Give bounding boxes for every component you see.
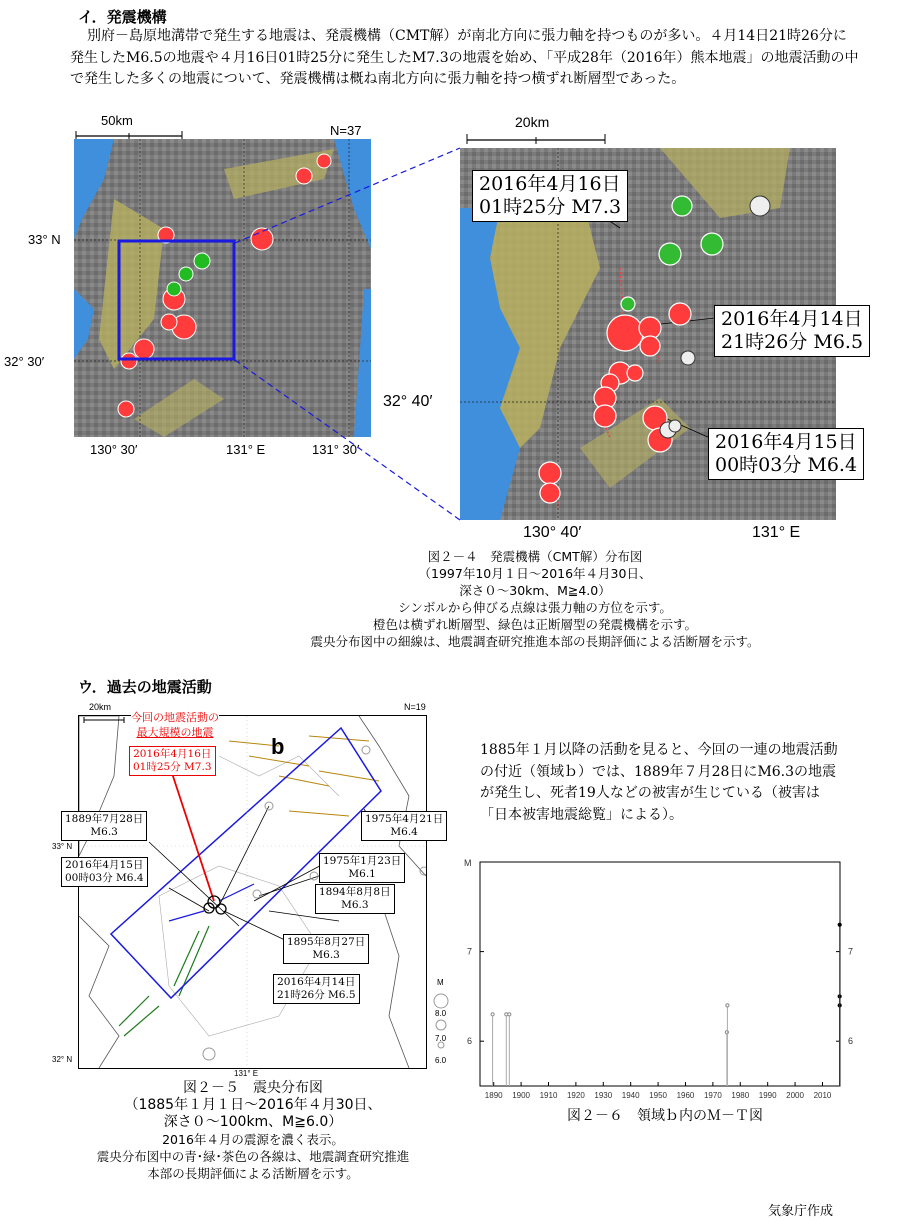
label-line: 2016年4月16日 [133,748,212,760]
fig26-caption: 図２－６ 領域ｂ内のＭ－Ｔ図 [567,1108,763,1124]
fig25-label-m73 [129,746,216,776]
fig25-caption-line: 図２－５ 震央分布図 [183,1080,323,1096]
mt-x-tick-label: 1990 [758,1091,777,1100]
mt-point [491,1013,494,1016]
fig25-red-note-line1: 今回の地震活動の [131,711,219,724]
left-map-lon-131: 131° E [226,442,266,457]
fig25-count: N=19 [404,702,426,712]
fig25-legend-80: 8.0 [435,1009,447,1018]
label-m73-box [472,170,628,222]
label-line: M6.3 [90,826,118,838]
fig25-caption-line: 震央分布図中の青･緑･茶色の各線は、地震調査研究推進 [96,1149,410,1164]
fig25-region-label: b [271,734,285,759]
label-line: 1894年8月8日 [319,886,391,898]
mt-x-tick-label: 2010 [813,1091,832,1100]
label-line: 2016年4月15日 [65,859,144,871]
label-line: 00時03分 M6.4 [65,872,144,884]
label-line: M6.3 [312,949,340,961]
mt-x-tick-label: 1910 [539,1091,558,1100]
label-line: 21時26分 M6.5 [277,989,356,1001]
fig25-caption [58,1080,448,1182]
fig25-red-note [131,710,219,740]
mt-x-tick-label: 1920 [566,1091,585,1100]
mt-x-tick-label: 1890 [484,1091,503,1100]
label-line: 1975年1月23日 [323,855,402,867]
mt-y-tick-label: 6 [466,1036,472,1047]
left-map-count: N=37 [330,123,362,138]
mt-x-tick-label: 2000 [786,1091,804,1100]
mt-y-tick-label-right: 6 [848,1036,854,1047]
fig25-caption-line: 深さ０～100km、M≧6.0） [163,1114,343,1130]
fig24-caption-line: 橙色は横ずれ断層型、緑色は正断層型の発震機構を示す。 [372,617,697,632]
label-m65-line2: 21時26分 M6.5 [721,331,864,353]
left-map-lon-13130: 131° 30′ [312,442,360,457]
right-map-scale-label: 20km [515,114,550,130]
fig25-scale: 20km [89,702,112,712]
mt-point [838,923,841,926]
label-line: 2016年4月14日 [277,976,356,988]
fig25-legend-60: 6.0 [435,1056,447,1065]
label-m65-box [714,305,870,357]
fig25-legend-title: M [437,978,444,987]
mt-x-tick-label: 1960 [676,1091,695,1100]
fig24-caption-line: （1997年10月１日～2016年４月30日、 [418,566,652,581]
fig25-lat-33: 33° N [52,842,73,851]
fig24-caption-line: 深さ０～30km、M≧4.0） [459,583,611,598]
fig25-label-m64 [61,857,148,887]
mt-point [725,1031,728,1034]
fig25-caption-line: 2016年４月の震源を濃く表示。 [162,1132,344,1147]
label-m64-line1: 2016年4月15日 [715,431,857,453]
mt-x-tick-label: 1930 [594,1091,613,1100]
label-m73-line1: 2016年4月16日 [479,173,621,195]
section-u-paragraph: 1885年１月以降の活動を見ると、今回の一連の地震活動の付近（領域ｂ）では、1889年７月28日にM6.3の地震が発生し、死者19人などの被害が生じている（被害は「日本被害地震総覧」による）。 [480,742,838,823]
fig25-label-1895 [283,934,369,964]
fig25-label-1894 [315,884,395,914]
fig25-lat-32: 32° N [52,1055,73,1064]
fig25-caption-line: （1885年１月１日～2016年４月30日、 [124,1097,382,1113]
section-i-paragraph: 別府－島原地溝帯で発生する地震は、発震機構（CMT解）が南北方向に張力軸を持つものが多い。４月14日21時26分に発生したM6.5の地震や４月16日01時25分に発生したM7.3の地震を始め、「平成28年（2016年）熊本地震」の地震活動の中で発生した多くの地震について、発震機構は概ね南北方向に張力軸を持つ横ずれ断層型であった。 [70,28,859,87]
fig25-red-note-line2: 最大規模の地震 [136,726,214,739]
mt-plot-frame [480,862,840,1086]
fig24-caption-line: 図２－４ 発震機構（CMT解）分布図 [427,549,643,564]
fig24-caption [245,548,825,650]
label-m64-line2: 00時03分 M6.4 [715,454,858,476]
left-map-scale-label: 50km [101,113,133,128]
label-m64-box [708,428,864,480]
section-i-title: イ．発震機構 [78,8,167,26]
mt-x-tick-label: 1970 [703,1091,722,1100]
fig24-caption-line: シンボルから伸びる点線は張力軸の方位を示す。 [398,600,672,615]
label-line: M6.1 [348,868,376,880]
mt-point [508,1013,511,1016]
mt-ylabel: M [464,858,472,868]
right-map-lon-131: 131° E [752,524,801,541]
fig25-label-1889 [61,811,147,841]
mt-x-tick-label: 1950 [649,1091,667,1100]
fig25-caption-line: 本部の長期評価による活断層を示す。 [147,1166,359,1181]
label-m73-line2: 01時25分 M7.3 [479,196,622,218]
fig26-mt-chart [460,850,860,1102]
left-map-lat-33: 33° N [28,232,61,247]
label-line: 1975年4月21日 [365,813,444,825]
fig24-caption-line: 震央分布図中の細線は、地震調査研究推進本部の長期評価による活断層を示す。 [310,634,760,649]
mt-y-tick-label: 7 [466,946,472,957]
right-map-lat-3240: 32° 40′ [383,393,433,410]
right-map-lon-13040: 130° 40′ [523,524,582,541]
mt-x-tick-label: 1980 [731,1091,750,1100]
mt-chart-svg [460,850,860,1102]
label-m65-line1: 2016年4月14日 [721,308,863,330]
label-line: M6.4 [390,826,418,838]
label-line: 01時25分 M7.3 [133,761,212,773]
mt-x-tick-label: 1940 [621,1091,640,1100]
footer-credit: 気象庁作成 [768,1204,834,1219]
label-line: 1895年8月27日 [287,936,366,948]
mt-x-tick-label: 1900 [512,1091,530,1100]
label-line: M6.3 [341,899,369,911]
fig25-label-1975a [361,811,447,841]
label-line: 1889年7月28日 [65,813,144,825]
mt-y-tick-label-right: 7 [848,946,854,957]
fig25-legend-70: 7.0 [435,1034,447,1043]
fig25-lon-131: 131° E [234,1069,259,1078]
fig25-label-1975b [319,853,405,883]
section-u-title: ウ．過去の地震活動 [78,678,212,696]
fig25-epicenter-map [65,702,447,1078]
left-map-lon-13030: 130° 30′ [90,442,138,457]
left-map-lat-3230: 32° 30′ [4,354,45,369]
mt-point [726,1004,729,1007]
fig25-label-m65 [273,974,360,1004]
